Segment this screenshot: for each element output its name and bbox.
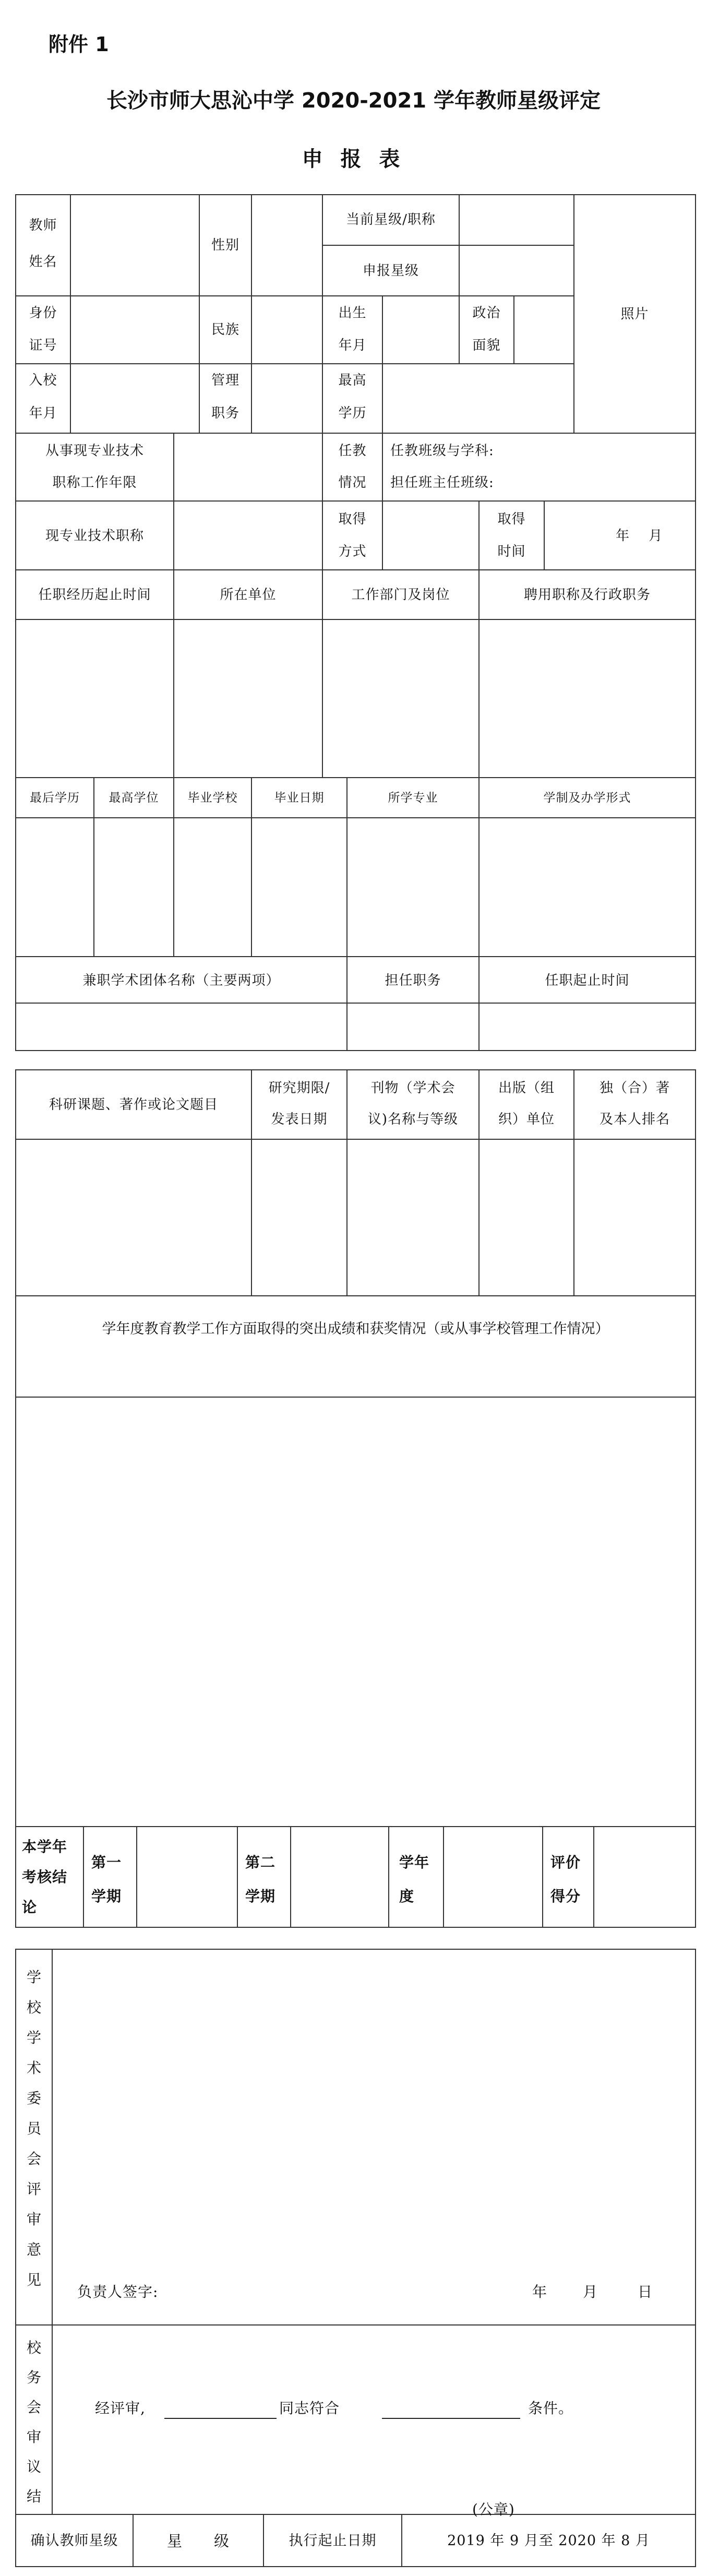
term1-label-2: 学期 [91, 1888, 122, 1905]
research-header-rank: 独（合）著 [599, 1080, 670, 1096]
confirm-label: 确认教师星级 [30, 2533, 118, 2549]
edu-label: 最高 [338, 373, 367, 388]
years-label-2: 职称工作年限 [52, 475, 137, 491]
current-rank-label: 当前星级/职称 [346, 212, 436, 228]
birth-label-2: 年月 [338, 338, 367, 353]
committee-label: 学校学术委员会评审意见 [26, 1969, 41, 2288]
eval-label: 本学年 [22, 1838, 68, 1855]
condition-blank[interactable] [382, 2418, 520, 2419]
name-label: 教师 [29, 218, 57, 233]
exec-label: 执行起止日期 [289, 2533, 377, 2549]
teach-label: 任教 [338, 443, 367, 459]
review-suffix: 条件。 [528, 2400, 574, 2417]
research-header-publisher: 出版（组 [498, 1080, 555, 1096]
edu-header-system: 学制及办学形式 [543, 791, 631, 805]
review-middle: 同志符合 [279, 2400, 340, 2417]
assoc-header-period: 任职起止时间 [545, 973, 630, 988]
exec-value: 2019 年 9 月至 2020 年 8 月 [447, 2533, 650, 2549]
edu-header-date: 毕业日期 [274, 791, 325, 805]
page-title: 长沙市师大思沁中学 2020-2021 学年教师星级评定 [106, 89, 601, 113]
eval-label-3: 论 [22, 1899, 38, 1916]
obtain-method-label: 取得 [338, 511, 367, 527]
career-header-unit: 所在单位 [220, 587, 277, 603]
edu-header-school: 毕业学校 [187, 791, 238, 805]
assoc-header-name: 兼职学术团体名称（主要两项） [82, 973, 280, 988]
edu-header-major: 所学专业 [388, 791, 438, 805]
obtain-time-label: 取得 [497, 511, 526, 527]
head-teacher-label: 担任班主任班级: [390, 475, 494, 491]
gender-label: 性别 [211, 237, 239, 253]
attachment-label: 附件 1 [49, 33, 109, 56]
edu-header-last: 最后学历 [30, 791, 80, 805]
edu-header-degree: 最高学位 [109, 791, 159, 805]
obtain-time-label-2: 时间 [497, 544, 526, 559]
research-header-publisher-2: 织）单位 [498, 1112, 555, 1127]
review-prefix: 经评审, [95, 2400, 146, 2417]
teach-subject-label: 任教班级与学科: [390, 443, 494, 459]
term2-label: 第二 [245, 1854, 276, 1871]
career-header-title: 聘用职称及行政职务 [523, 587, 651, 603]
score-label: 评价 [550, 1854, 581, 1871]
assoc-header-role: 担任职务 [385, 973, 441, 988]
photo-label: 照片 [620, 306, 649, 322]
career-header-period: 任职经历起止时间 [38, 587, 151, 603]
ethnic-label: 民族 [211, 322, 239, 338]
years-label: 从事现专业技术 [45, 443, 144, 459]
research-header-journal: 刊物（学术会 [370, 1080, 456, 1096]
research-header-period-2: 发表日期 [271, 1112, 328, 1127]
name-label-2: 姓名 [29, 254, 57, 270]
mgmt-label: 管理 [211, 373, 239, 388]
edu-label-2: 学历 [338, 406, 367, 421]
current-title-label: 现专业技术职称 [45, 528, 144, 544]
id-label: 身份 [29, 305, 57, 321]
year-label: 学年 [399, 1854, 430, 1871]
research-header-topic: 科研课题、著作或论文题目 [49, 1097, 218, 1113]
research-header-period: 研究期限/ [268, 1080, 330, 1096]
entry-label: 入校 [29, 373, 57, 388]
entry-label-2: 年月 [29, 406, 57, 421]
teach-label-2: 情况 [338, 475, 367, 491]
career-header-dept: 工作部门及岗位 [351, 587, 450, 603]
political-label: 政治 [472, 305, 501, 321]
name-blank[interactable] [164, 2418, 277, 2419]
research-header-rank-2: 及本人排名 [599, 1112, 670, 1127]
research-header-journal-2: 议)名称与等级 [367, 1112, 459, 1127]
seal-label: (公章) [472, 2501, 515, 2518]
political-label-2: 面貌 [472, 338, 501, 353]
eval-label-2: 考核结 [22, 1868, 68, 1886]
term2-label-2: 学期 [245, 1888, 276, 1905]
achievement-heading: 学年度教育教学工作方面取得的突出成绩和获奖情况（或从事学校管理工作情况） [102, 1321, 609, 1337]
birth-label: 出生 [338, 305, 367, 321]
date-day: 日 [638, 2283, 653, 2300]
mgmt-label-2: 职务 [211, 406, 239, 421]
star-label: 星 级 [166, 2532, 230, 2550]
obtain-method-label-2: 方式 [338, 544, 367, 559]
term1-label: 第一 [91, 1854, 122, 1871]
id-label-2: 证号 [29, 338, 57, 353]
form-subtitle: 申 报 表 [302, 147, 405, 171]
date-month: 月 [583, 2283, 598, 2300]
apply-rank-label: 申报星级 [362, 263, 419, 279]
year-month-text: 年 月 [616, 528, 663, 544]
council-label: 校务会审议结 [26, 2339, 41, 2505]
score-label-2: 得分 [550, 1888, 581, 1905]
signature-label: 负责人签字: [77, 2283, 159, 2300]
year-label-2: 度 [399, 1888, 415, 1905]
date-year: 年 [532, 2283, 548, 2300]
